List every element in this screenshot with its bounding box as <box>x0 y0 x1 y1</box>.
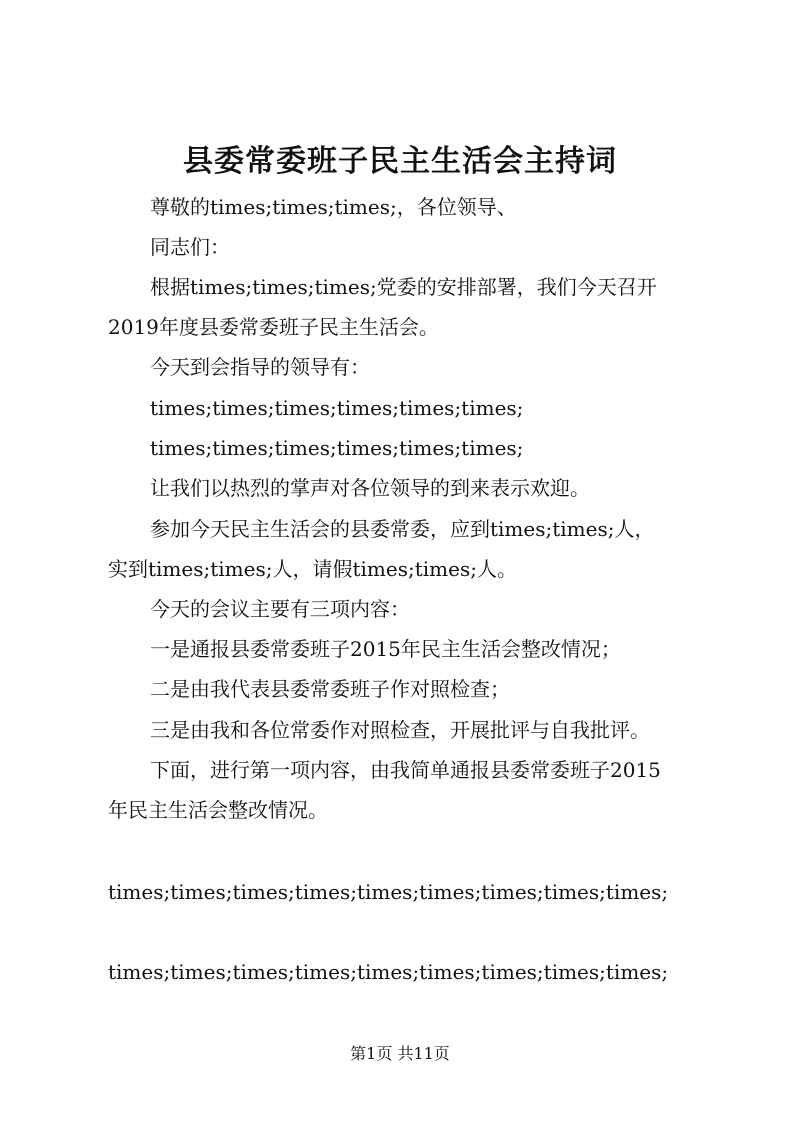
paragraph-line: 让我们以热烈的掌声对各位领导的到来表示欢迎。 <box>150 476 590 500</box>
paragraph-line: times;times;times;times;times;times; <box>150 436 524 460</box>
page-footer: 第1页 共11页 <box>350 1044 450 1063</box>
paragraph-line: 同志们： <box>150 235 230 259</box>
paragraph-line: 下面，进行第一项内容，由我简单通报县委常委班子2015 <box>150 758 661 782</box>
paragraph-line: 参加今天民主生活会的县委常委，应到times;times;人， <box>150 517 655 541</box>
paragraph-line: 今天的会议主要有三项内容： <box>150 597 410 621</box>
paragraph-line: times;times;times;times;times;times;times;times;times; <box>108 880 669 904</box>
paragraph-line: 尊敬的times;times;times;，各位领导、 <box>150 195 517 219</box>
paragraph-line: 根据times;times;times;党委的安排部署，我们今天召开 <box>150 275 657 299</box>
paragraph-line: 年民主生活会整改情况。 <box>108 798 328 822</box>
paragraph-line: 今天到会指导的领导有： <box>150 355 370 379</box>
paragraph-line: 2019年度县委常委班子民主生活会。 <box>108 315 439 339</box>
paragraph-line: times;times;times;times;times;times; <box>150 396 524 420</box>
document-title: 县委常委班子民主生活会主持词 <box>183 144 617 179</box>
paragraph-line: 实到times;times;人，请假times;times;人。 <box>108 557 517 581</box>
paragraph-line: 二是由我代表县委常委班子作对照检查； <box>150 677 510 701</box>
paragraph-line: times;times;times;times;times;times;times;times;times; <box>108 960 669 984</box>
paragraph-line: 三是由我和各位常委作对照检查，开展批评与自我批评。 <box>150 718 650 742</box>
paragraph-line: 一是通报县委常委班子2015年民主生活会整改情况； <box>150 637 621 661</box>
